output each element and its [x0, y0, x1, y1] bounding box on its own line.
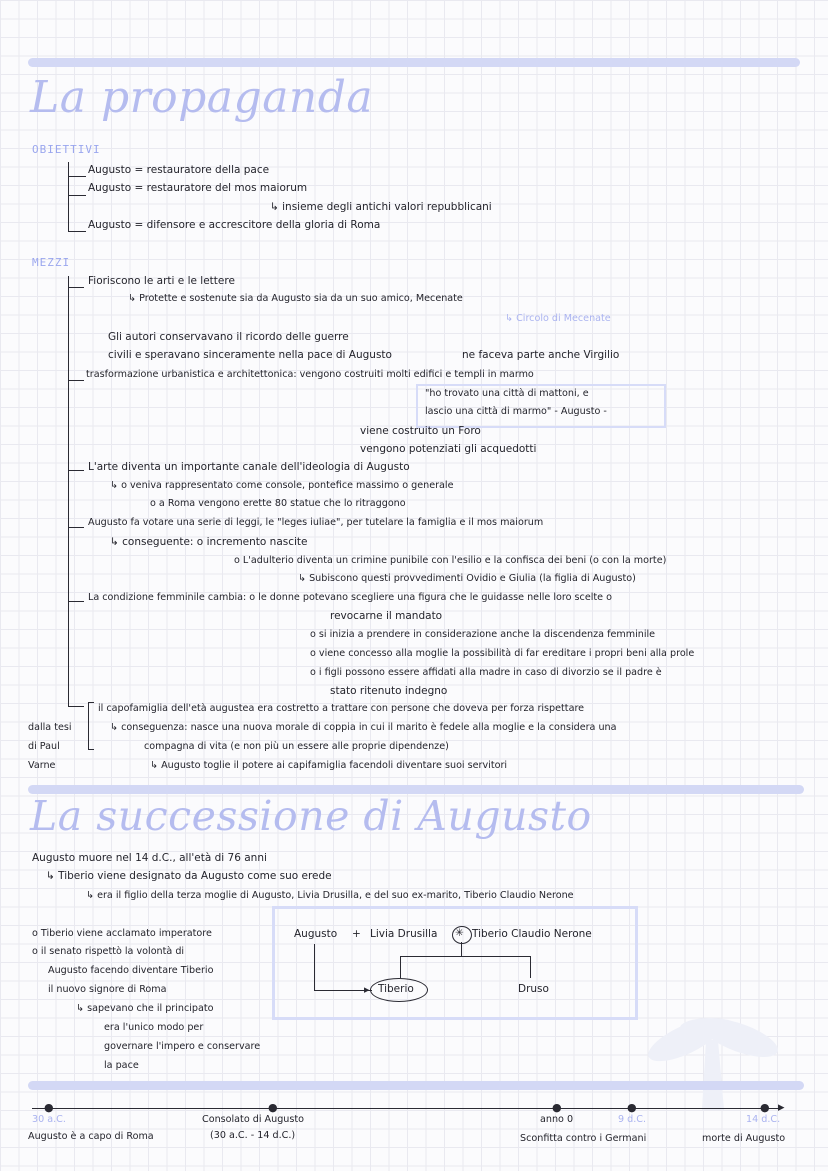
tree-branch	[68, 195, 86, 196]
mezzi-line-10: vengono potenziati gli acquedotti	[360, 443, 537, 455]
mezzi-line-24: il capofamiglia dell'età augustea era costretto a trattare con persone che doveva per forza rispettare	[98, 703, 585, 714]
timeline-tick: ●	[44, 1101, 54, 1114]
timeline-label-3: anno 0	[540, 1114, 574, 1125]
mezzi-line-23: stato ritenuto indegno	[330, 685, 448, 697]
mezzi-line-21: o viene concesso alla moglie la possibilità di far ereditare i propri beni alla prole	[310, 648, 695, 659]
tree-plus: +	[352, 928, 361, 940]
timeline-date-0: 30 a.C.	[32, 1114, 66, 1125]
timeline-date-5: 14 d.C.	[746, 1114, 781, 1125]
successione-line-1: ↳ Tiberio viene designato da Augusto come suo erede	[46, 870, 332, 882]
timeline-tick: ●	[552, 1101, 562, 1114]
tree-connector	[314, 944, 315, 990]
bullet-5: era l'unico modo per	[104, 1022, 204, 1033]
timeline-label-4: Sconfitta contro i Germani	[520, 1133, 647, 1144]
mezzi-line-12: ↳ o veniva rappresentato come console, pontefice massimo o generale	[110, 480, 454, 491]
mezzi-line-14: Augusto fa votare una serie di leggi, le "leges iuliae", per tutelare la famiglia e il mos maiorum	[88, 517, 544, 528]
mezzi-line-3: Gli autori conservavano il ricordo delle guerre	[108, 331, 349, 343]
mezzi-line-2: ↳ Circolo di Mecenate	[505, 313, 611, 324]
tree-branch	[68, 176, 86, 177]
mezzi-line-19: revocarne il mandato	[330, 610, 443, 622]
mezzi-line-22: o i figli possono essere affidati alla madre in caso di divorzio se il padre è	[310, 667, 662, 678]
tree-child-druso: Druso	[518, 983, 549, 995]
section-title-successione: La successione di Augusto	[30, 792, 592, 840]
obiettivi-label: OBIETTIVI	[32, 143, 101, 156]
obiettivo-2: Augusto = restauratore del mos maiorum	[88, 182, 308, 194]
bullet-4: ↳ sapevano che il principato	[76, 1003, 214, 1014]
mezzi-line-9: viene costruito un Foro	[360, 425, 481, 437]
bracket-top	[88, 702, 94, 703]
tree-branch	[68, 527, 84, 528]
palm-tree-decoration	[640, 1010, 790, 1110]
tree-connector	[461, 942, 462, 956]
bullet-1: o il senato rispettò la volontà di	[32, 946, 185, 957]
mezzi-line-13: o a Roma vengono erette 80 statue che lo ritraggono	[150, 498, 406, 509]
mezzi-line-15: ↳ conseguente: o incremento nascite	[110, 536, 308, 548]
bracket-line	[88, 702, 89, 750]
bullet-7: la pace	[104, 1060, 139, 1071]
bullet-0: o Tiberio viene acclamato imperatore	[32, 928, 212, 939]
tree-branch	[68, 231, 86, 232]
timeline-label-2: (30 a.C. - 14 d.C.)	[210, 1130, 296, 1141]
mezzi-line-7: "ho trovato una città di mattoni, e	[425, 388, 589, 399]
mezzi-line-6: trasformazione urbanistica e architettonica: vengono costruiti molti edifici e templi in marmo	[86, 369, 534, 380]
obiettivo-2-detail: ↳ insieme degli antichi valori repubblicani	[270, 201, 492, 213]
tree-branch	[68, 706, 84, 707]
mezzi-line-11: L'arte diventa un importante canale dell'ideologia di Augusto	[88, 461, 410, 473]
obiettivi-tree-line	[68, 162, 69, 232]
mezzi-line-16: o L'adulterio diventa un crimine punibile con l'esilio e la confisca dei beni (o con la morte)	[234, 555, 667, 566]
side-note-1: dalla tesi	[28, 722, 72, 733]
timeline-tick: ●	[760, 1101, 770, 1114]
mezzi-label: MEZZI	[32, 256, 71, 269]
tree-livia: Livia Drusilla	[370, 928, 438, 940]
mezzi-line-20: o si inizia a prendere in considerazione anche la discendenza femminile	[310, 629, 656, 640]
tree-connector	[400, 956, 530, 957]
mezzi-line-17: ↳ Subiscono questi provvedimenti Ovidio e Giulia (la figlia di Augusto)	[298, 573, 636, 584]
tree-augusto: Augusto	[294, 928, 338, 940]
side-note-2: di Paul	[28, 741, 60, 752]
mezzi-main-tree-line	[68, 276, 69, 706]
timeline-tick: ●	[627, 1101, 637, 1114]
bottom-divider	[28, 1081, 804, 1090]
timeline-arrow-icon: ▸	[778, 1100, 785, 1115]
timeline-label-1: Consolato di Augusto	[202, 1114, 304, 1125]
section-title-propaganda: La propaganda	[30, 72, 374, 123]
mezzi-line-25: ↳ conseguenza: nasce una nuova morale di coppia in cui il marito è fedele alla moglie e la considera una	[110, 722, 617, 733]
bullet-3: il nuovo signore di Roma	[48, 984, 167, 995]
mezzi-line-8: lascio una città di marmo" - Augusto -	[425, 406, 607, 417]
tree-branch	[68, 470, 84, 471]
timeline-tick: ●	[268, 1101, 278, 1114]
mezzi-line-5: ne faceva parte anche Virgilio	[462, 349, 620, 361]
mezzi-line-0: Fioriscono le arti e le lettere	[88, 275, 235, 287]
timeline-date-4: 9 d.C.	[618, 1114, 647, 1125]
tree-branch	[68, 601, 84, 602]
bullet-2: Augusto facendo diventare Tiberio	[48, 965, 214, 976]
mezzi-line-4: civili e speravano sinceramente nella pace di Augusto	[108, 349, 392, 361]
bracket-bottom	[88, 749, 94, 750]
mezzi-line-27: ↳ Augusto toglie il potere ai capifamiglia facendoli diventare suoi servitori	[150, 760, 508, 771]
bullet-6: governare l'impero e conservare	[104, 1041, 261, 1052]
mezzi-line-1: ↳ Protette e sostenute sia da Augusto sia da un suo amico, Mecenate	[128, 293, 463, 304]
arrow-right-icon: ▸	[364, 983, 370, 996]
tree-nerone: Tiberio Claudio Nerone	[472, 928, 592, 940]
tree-branch	[68, 287, 84, 288]
tree-connector	[530, 956, 531, 978]
top-divider	[28, 58, 800, 67]
family-tree-box	[272, 906, 638, 1020]
tree-connector	[400, 956, 401, 978]
successione-line-0: Augusto muore nel 14 d.C., all'età di 76 anni	[32, 852, 267, 864]
timeline-axis	[32, 1108, 782, 1109]
mezzi-line-26: compagna di vita (e non più un essere alle proprie dipendenze)	[144, 741, 449, 752]
obiettivo-3: Augusto = difensore e accrescitore della gloria di Roma	[88, 219, 381, 231]
tree-branch	[68, 380, 84, 381]
timeline-label-0: Augusto è a capo di Roma	[28, 1131, 154, 1142]
obiettivo-1: Augusto = restauratore della pace	[88, 164, 270, 176]
marriage-icon: ✳	[455, 927, 464, 939]
successione-line-2: ↳ era il figlio della terza moglie di Augusto, Livia Drusilla, e del suo ex-marito, Tiberio Claudio Nerone	[86, 890, 574, 901]
timeline-label-5: morte di Augusto	[702, 1133, 786, 1144]
tree-child-tiberio: Tiberio	[378, 983, 414, 995]
side-note-3: Varne	[28, 760, 56, 771]
mezzi-line-18: La condizione femminile cambia: o le donne potevano scegliere una figura che le guidasse nelle loro scelte o	[88, 592, 612, 603]
